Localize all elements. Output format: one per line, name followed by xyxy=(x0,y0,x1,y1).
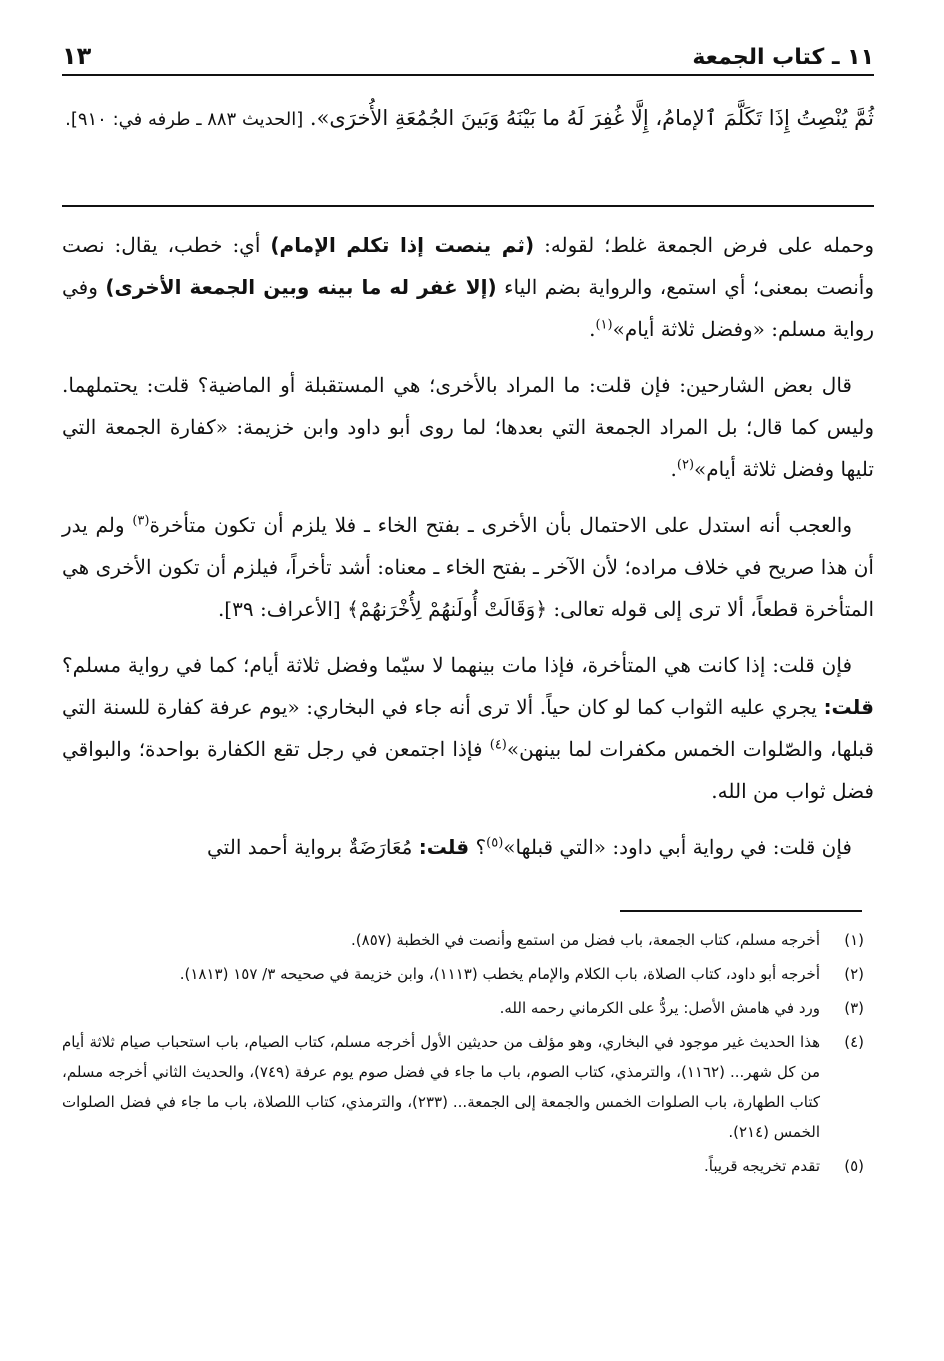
commentary xyxy=(62,224,874,882)
header-rule xyxy=(62,74,874,76)
footnotes xyxy=(62,925,864,1185)
footnote-text: أخرجه مسلم، كتاب الجمعة، باب فضل من استمع وأنصت في الخطبة (٨٥٧). xyxy=(351,931,820,949)
footnote-ref-5[interactable]: (٥) xyxy=(486,835,504,851)
quote-1: (ثم ينصت إذا تكلم الإمام) xyxy=(270,233,535,257)
footnote-text: ورد في هامش الأصل: يردُّ على الكرماني رحمه الله. xyxy=(499,999,820,1017)
paragraph-5: فإن قلت: في رواية أبي داود: «التي قبلها»$^{(٥)}$؟ قلت: مُعَارَضَةٌ برواية أحمد التي xyxy=(207,835,852,859)
footnote-4 xyxy=(62,1027,864,1147)
footnote-5 xyxy=(62,1151,864,1181)
footnote-3 xyxy=(62,993,864,1023)
footnote-ref-4[interactable]: (٤) xyxy=(489,737,507,753)
hadith-body: ثُمَّ يُنْصِتُ إِذَا تَكَلَّمَ ٱلإمامُ، إِلَّا غُفِرَ لَهُ ما بَيْنَهُ وَبَينَ الجُمُعَةِ الأُخرَى». xyxy=(309,106,874,130)
footnote-2 xyxy=(62,959,864,989)
footnote-ref-3[interactable]: (٣) xyxy=(132,513,150,529)
answer-label-2: قلت: xyxy=(418,835,470,859)
footnote-number: (٣) xyxy=(844,999,864,1017)
running-header xyxy=(62,36,874,70)
footnote-ref-1[interactable]: (١) xyxy=(595,317,613,333)
quote-2: (إلا غفر له ما بينه وبين الجمعة الأخرى) xyxy=(105,275,497,299)
footnote-separator xyxy=(620,910,862,912)
paragraph-2: قال بعض الشارحين: فإن قلت: ما المراد بالأخرى؛ هي المستقبلة أو الماضية؟ قلت: يحتملهما. وليس كما قال؛ بل المراد الجمعة التي بعدها؛ لما روى أبو داود وابن خزيمة: «كفارة الجمعة التي تليها وفضل ثلاثة أيام»$^{(٢)}$. xyxy=(62,373,874,481)
footnote-number: (٢) xyxy=(844,965,864,983)
footnote-number: (٥) xyxy=(844,1157,864,1175)
hadith-text xyxy=(62,92,874,146)
page-number: ١٣ xyxy=(62,42,92,70)
answer-label-1: قلت: xyxy=(823,695,874,719)
chapter-title: ١١ ـ كتاب الجمعة xyxy=(692,45,874,70)
section-rule xyxy=(62,205,874,207)
footnote-ref-2[interactable]: (٢) xyxy=(676,457,695,473)
footnote-number: (٤) xyxy=(844,1033,864,1051)
footnote-1 xyxy=(62,925,864,955)
hadith-reference: [الحديث ٨٨٣ ـ طرفه في: ٩١٠]. xyxy=(65,109,304,130)
paragraph-3: والعجب أنه استدل على الاحتمال بأن الأخرى ـ بفتح الخاء ـ فلا يلزم أن تكون متأخرة$^{(٣)}$ ولم يدر أن هذا صريح في خلاف مراده؛ لأن الآخر ـ بفتح الخاء ـ معناه: أشد تأخراً، فيلزم أن تكون الأخرى هي المتأخرة قطعاً، ألا ترى إلى قوله تعالى: ﴿وَقَالَتْ أُولَنهُمْ لِأُخْرَنهُمْ﴾ [الأعراف: ٣٩]. xyxy=(62,513,874,621)
footnote-text: أخرجه أبو داود، كتاب الصلاة، باب الكلام والإمام يخطب (١١١٣)، وابن خزيمة في صحيحه ٣/ ١٥٧ (١٨١٣). xyxy=(179,965,820,983)
footnote-text: هذا الحديث غير موجود في البخاري، وهو مؤلف من حديثين الأول أخرجه مسلم، كتاب الصيام، باب استحباب صيام ثلاثة أيام من كل شهر... (١١٦٢)، والترمذي، كتاب الصوم، باب ما جاء في فضل صوم يوم عرفة (٧٤٩)، والحديث الثاني أخرجه مسلم، كتاب الطهارة، باب الصلوات الخمس والجمعة إلى الجمعة... (٢٣٣)، والترمذي، كتاب اللصلاة، باب ما جاء في فضل الصلوات الخمس (٢١٤). xyxy=(62,1033,820,1141)
paragraph-4: فإن قلت: إذا كانت هي المتأخرة، فإذا مات بينهما لا سيّما وفضل ثلاثة أيام؛ كما في رواية مسلم؟ قلت: يجري عليه الثواب كما لو كان حياً. ألا ترى أنه جاء في البخاري: «يوم عرفة كفارة للسنة التي قبلها، والصّلوات الخمس مكفرات لما بينهن»$^{(٤)}$ فإذا اجتمعن في رجل تقع الكفارة بواحدة؛ والبواقي فضل ثواب من الله. xyxy=(62,653,874,803)
footnote-number: (١) xyxy=(844,931,864,949)
footnote-text: تقدم تخريجه قريباً. xyxy=(704,1157,820,1175)
paragraph-1: وحمله على فرض الجمعة غلط؛ لقوله: (ثم ينصت إذا تكلم الإمام) أي: خطب، يقال: نصت وأنصت بمعنى؛ أي استمع، والرواية بضم الياء (إلا غفر له ما بينه وبين الجمعة الأخرى) وفي رواية مسلم: «وفضل ثلاثة أيام»$^{(١)}$. xyxy=(62,233,875,341)
